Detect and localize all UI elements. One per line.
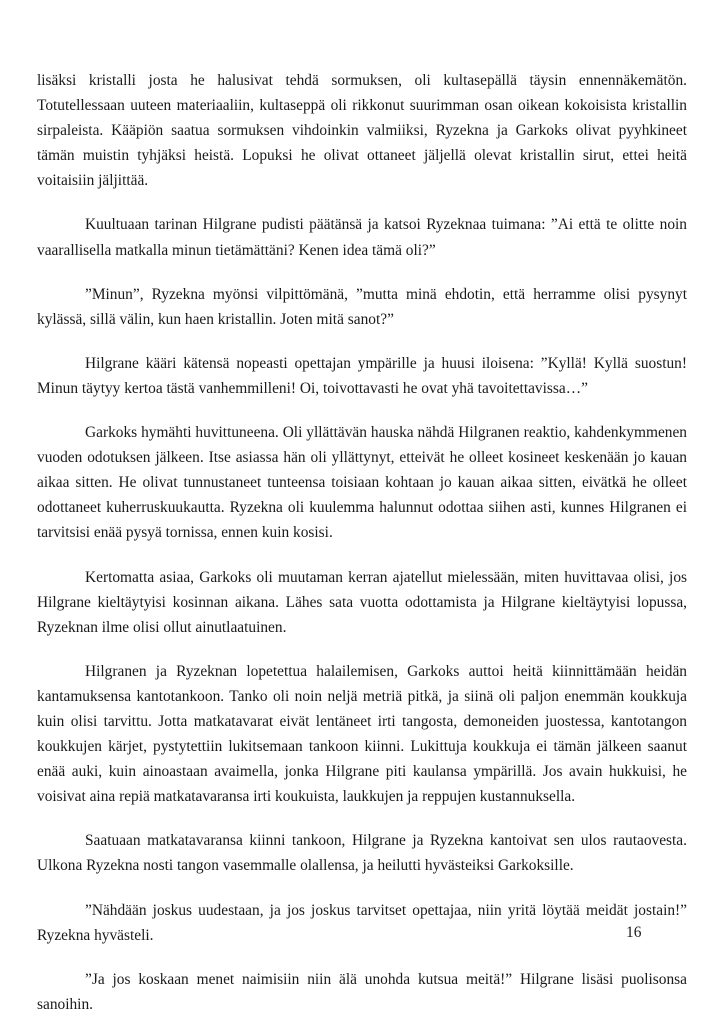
page-number: 16 [626, 924, 642, 941]
paragraph: ”Minun”, Ryzekna myönsi vilpittömänä, ”mutta minä ehdotin, että herramme olisi pysynyt kylässä, sillä välin, kun haen kristallin. Joten mitä sanot?” [37, 285, 687, 328]
paragraph: ”Nähdään joskus uudestaan, ja jos joskus tarvitset opettajaa, niin yritä löytää meidät jostain!” Ryzekna hyvästeli. [37, 901, 687, 944]
paragraph: Kertomatta asiaa, Garkoks oli muutaman kerran ajatellut mielessään, miten huvittavaa olisi, jos Hilgrane kieltäytyisi kosinnan aikana. Lähes sata vuotta odottamista ja Hilgrane kieltäytyisi lopussa, Ryzeknan ilme olisi ollut ainutlaatuinen. [37, 568, 687, 636]
paragraph: Kuultuaan tarinan Hilgrane pudisti päätänsä ja katsoi Ryzeknaa tuimana: ”Ai että te olitte noin vaarallisella matkalla minun tietämättäni? Kenen idea tämä oli?” [37, 216, 687, 259]
paragraph: Hilgrane kääri kätensä nopeasti opettajan ympärille ja huusi iloisena: ”Kyllä! Kyllä suostun! Minun täytyy kertoa tästä vanhemmilleni! Oi, toivottavasti he ovat yhä tavoitettavissa…” [37, 354, 687, 397]
body-text [37, 68, 687, 1036]
paragraph: Hilgranen ja Ryzeknan lopetettua halailemisen, Garkoks auttoi heitä kiinnittämään heidän kantamuksensa kantotankoon. Tanko oli noin neljä metriä pitkä, ja siinä oli paljon enemmän koukkuja kuin olisi tarvittu. Jotta matkatavarat eivät lentäneet irti tangosta, demoneiden juostessa, kantotangon koukkujen kärjet, pystytettiin lukitsemaan tankoon kiinni. Lukittuja koukkuja ei tämän jälkeen saanut enää auki, kuin ainoastaan avaimella, jonka Hilgrane piti kaulansa ympärillä. Jos avain hukkuisi, he voisivat aina repiä matkatavaransa irti koukuista, laukkujen ja reppujen kustannuksella. [37, 662, 687, 806]
paragraph: Saatuaan matkatavaransa kiinni tankoon, Hilgrane ja Ryzekna kantoivat sen ulos rautaovesta. Ulkona Ryzekna nosti tangon vasemmalle olallensa, ja heilutti hyvästeiksi Garkoksille. [37, 832, 687, 875]
paragraph: ”Ja jos koskaan menet naimisiin niin älä unohda kutsua meitä!” Hilgrane lisäsi puolisonsa sanoihin. [37, 970, 687, 1013]
paragraph: Garkoks hymähti huvittuneena. Oli yllättävän hauska nähdä Hilgranen reaktio, kahdenkymmenen vuoden odotuksen jälkeen. Itse asiassa hän oli yllättynyt, etteivät he olleet kosineet keskenään jo kauan aikaa sitten. He olivat tunnustaneet tunteensa toisiaan kohtaan jo kauan aikaa sitten, eivätkä he olleet odottaneet kuherruskuukautta. Ryzekna oli kuulemma halunnut odottaa siihen asti, kunnes Hilgranen ei tarvitsisi enää pysyä tornissa, ennen kuin kosisi. [37, 424, 687, 542]
paragraph: lisäksi kristalli josta he halusivat tehdä sormuksen, oli kultasepällä täysin ennennäkemätön. Totutellessaan uuteen materiaaliin, kultaseppä oli rikkonut suurimman osan oikean kokoisista kristallin sirpaleista. Kääpiön saatua sormuksen vihdoinkin valmiiksi, Ryzekna ja Garkoks olivat pyyhkineet tämän muistin tyhjäksi heistä. Lopuksi he olivat ottaneet jäljellä olevat kristallin sirut, ettei heitä voitaisiin jäljittää. [37, 72, 687, 190]
